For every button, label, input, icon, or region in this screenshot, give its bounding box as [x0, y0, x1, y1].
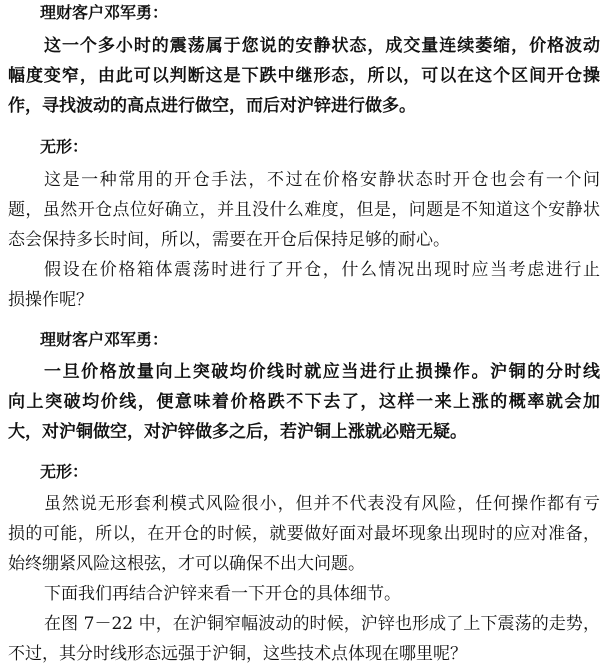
speaker-label: 无形：	[40, 137, 89, 156]
text-line: 不过，其分时线形态远强于沪铜，这些技术点体现在哪里呢？	[8, 644, 467, 664]
text-line: 题，虽然开仓点位好确立，并且没什么难度，但是，问题是不知道这个安静状	[8, 200, 600, 220]
paragraph	[0, 609, 606, 669]
paragraph	[0, 31, 606, 121]
text-line: 始终绷紧风险这根弦，才可以确保不出大问题。	[8, 554, 365, 574]
paragraph	[0, 255, 606, 315]
text-line: 态会保持多长时间，所以，需要在开仓后保持足够的耐心。	[8, 230, 450, 250]
dialogue-section-2	[0, 136, 606, 315]
text-line: 假设在价格箱体震荡时进行了开仓，什么情况出现时应当考虑进行止	[44, 260, 600, 280]
speaker-label: 理财客户邓军勇：	[40, 330, 169, 349]
text-line: 虽然说无形套利模式风险很小，但并不代表没有风险，任何操作都有亏	[44, 494, 600, 514]
dialogue-section-4	[0, 461, 606, 669]
paragraph	[0, 357, 606, 447]
dialogue-section-3	[0, 329, 606, 447]
text-line: 损的可能，所以，在开仓的时候，就要做好面对最坏现象出现时的应对准备，	[8, 524, 600, 544]
text-line: 这一个多小时的震荡属于您说的安静状态，成交量连续萎缩，价格波动	[44, 36, 600, 56]
text-line: 一旦价格放量向上突破均价线时就应当进行止损操作。沪铜的分时线	[44, 362, 600, 382]
dialogue-section-1	[0, 2, 606, 121]
text-line: 损操作呢？	[8, 290, 93, 310]
paragraph	[0, 489, 606, 579]
text-line: 大，对沪铜做空，对沪锌做多之后，若沪铜上涨就必赔无疑。	[8, 422, 467, 442]
text-line: 在图 7－22 中，在沪铜窄幅波动的时候，沪锌也形成了上下震荡的走势，	[44, 614, 600, 634]
text-line: 幅度变窄，由此可以判断这是下跌中继形态，所以，可以在这个区间开仓操	[8, 66, 600, 86]
paragraph	[0, 579, 606, 609]
speaker-label: 无形：	[40, 462, 89, 481]
text-line: 向上突破均价线，便意味着价格跌不下去了，这样一来上涨的概率就会加	[8, 392, 600, 412]
text-line: 这是一种常用的开仓手法，不过在价格安静状态时开仓也会有一个问	[44, 170, 600, 190]
text-line: 作，寻找波动的高点进行做空，而后对沪锌进行做多。	[8, 96, 416, 116]
text-line: 下面我们再结合沪锌来看一下开仓的具体细节。	[44, 584, 401, 604]
speaker-label: 理财客户邓军勇：	[40, 3, 169, 22]
paragraph	[0, 165, 606, 255]
